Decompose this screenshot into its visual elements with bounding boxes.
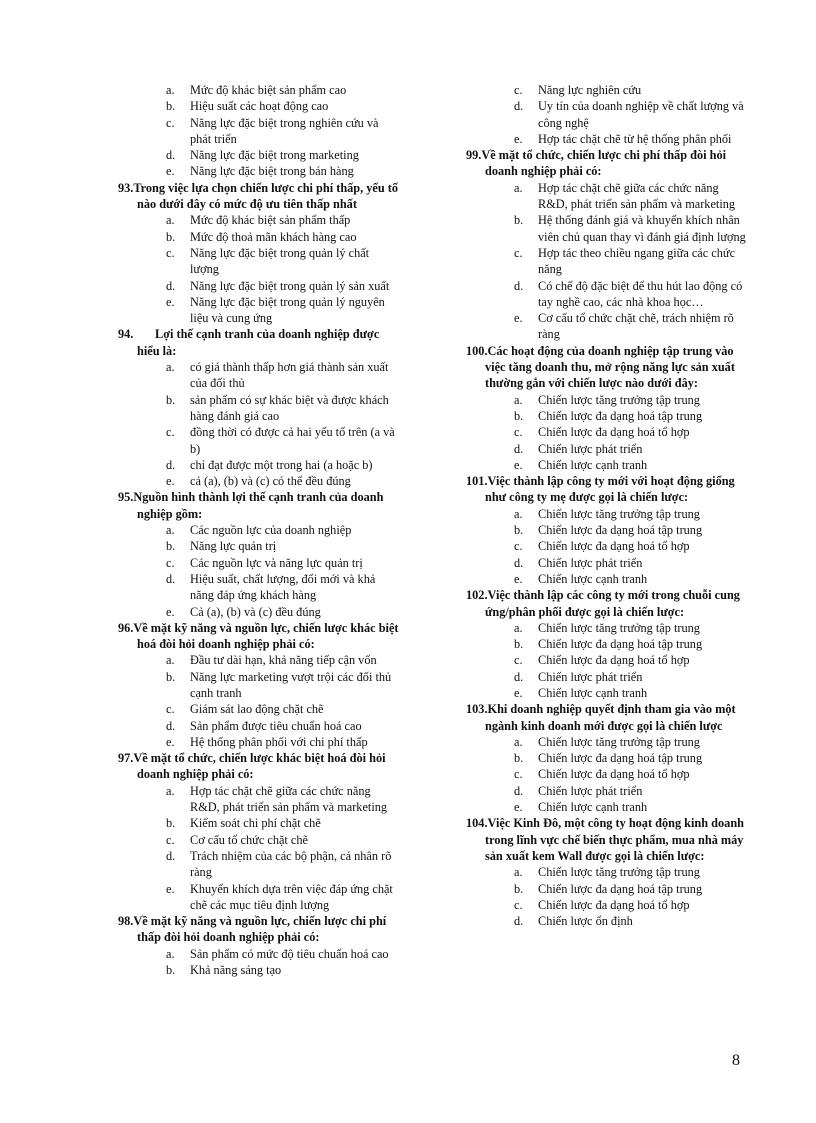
answer-option — [466, 620, 748, 636]
option-letter: d. — [166, 571, 176, 586]
option-letter: c. — [166, 702, 175, 717]
answer-option — [466, 310, 748, 343]
option-letter: a. — [514, 620, 523, 635]
option-text: Chiến lược đa dạng hoá tổ hợp — [538, 425, 690, 440]
question-text — [118, 326, 400, 359]
question-body: Việc thành lập công ty mới với hoạt động giống như công ty mẹ được gọi là chiến lược: — [485, 474, 735, 505]
option-letter: e. — [166, 474, 175, 489]
option-letter: e. — [166, 164, 175, 179]
option-letter: b. — [514, 523, 524, 538]
option-text: Trách nhiệm của các bộ phận, cá nhân rõ ràng — [190, 848, 392, 880]
answer-option — [466, 245, 748, 278]
answer-option — [466, 734, 748, 750]
option-letter: d. — [514, 783, 524, 798]
answer-option — [118, 701, 400, 717]
option-letter: d. — [514, 278, 524, 293]
answer-option — [466, 750, 748, 766]
option-text: Chiến lược phát triển — [538, 669, 643, 684]
answer-option — [118, 718, 400, 734]
question-number: 94. — [118, 327, 134, 342]
answer-option — [118, 245, 400, 278]
question-body: Trong việc lựa chọn chiến lược chi phí thấp, yếu tố nào dưới đây có mức độ ưu tiên thấp nhất — [133, 180, 399, 212]
option-text: Hiệu suất, chất lượng, đổi mới và khả năng đáp ứng khách hàng — [190, 571, 376, 603]
option-text: Kiểm soát chi phí chặt chẽ — [190, 816, 321, 831]
option-text: Cơ cấu tổ chức chặt chẽ, trách nhiệm rõ ràng — [538, 311, 734, 342]
answer-option — [466, 864, 748, 880]
option-text: Hợp tác chặt chẽ từ hệ thống phân phối — [538, 131, 732, 146]
option-text: Chiến lược đa dạng hoá tập trung — [538, 408, 703, 423]
option-text: Chiến lược cạnh tranh — [538, 457, 648, 472]
option-letter: c. — [514, 653, 523, 668]
answer-option — [466, 652, 748, 668]
answer-option — [466, 897, 748, 913]
option-letter: d. — [166, 718, 176, 733]
answer-option — [118, 163, 400, 179]
option-text: Mức độ khác biệt sản phẩm cao — [190, 83, 347, 97]
option-text: Cả (a), (b) và (c) đều đúng — [190, 604, 321, 619]
answer-option — [466, 441, 748, 457]
option-text: Năng lực đặc biệt trong quản lý sản xuất — [190, 278, 390, 293]
option-text: Giám sát lao động chặt chẽ — [190, 702, 324, 717]
answer-option — [118, 783, 400, 816]
option-letter: d. — [166, 278, 176, 293]
page-number: 8 — [732, 1052, 740, 1069]
question-number: 103. — [466, 702, 488, 717]
question-text — [466, 473, 748, 506]
option-text: Chiến lược tăng trưởng tập trung — [538, 620, 700, 635]
option-letter: d. — [514, 669, 524, 684]
option-letter: a. — [166, 213, 175, 228]
option-text: Năng lực đặc biệt trong quản lý nguyên liệu và cung ứng — [190, 294, 385, 326]
option-letter: a. — [166, 360, 175, 375]
option-text: cả (a), (b) và (c) có thể đều đúng — [190, 474, 351, 489]
question-number: 97. — [118, 751, 134, 766]
option-text: Chiến lược ổn định — [538, 914, 633, 929]
option-letter: a. — [166, 523, 175, 538]
option-text: Chiến lược phát triển — [538, 441, 643, 456]
answer-option — [466, 913, 748, 929]
question-text — [118, 750, 400, 783]
option-letter: c. — [514, 83, 523, 97]
question-body: Nguồn hình thành lợi thế cạnh tranh của doanh nghiệp gồm: — [133, 490, 384, 521]
option-letter: e. — [166, 604, 175, 619]
answer-option — [466, 392, 748, 408]
option-letter: d. — [166, 457, 176, 472]
answer-option — [118, 294, 400, 327]
option-letter: a. — [514, 392, 523, 407]
option-text: Chiến lược đa dạng hoá tập trung — [538, 751, 703, 766]
option-text: Khuyến khích dựa trên việc đáp ứng chặt chẽ các mục tiêu định lượng — [190, 881, 393, 912]
answer-option — [466, 881, 748, 897]
answer-option — [466, 278, 748, 311]
option-text: Chiến lược tăng trưởng tập trung — [538, 506, 700, 521]
answer-option — [466, 766, 748, 782]
option-text: Chiến lược đa dạng hoá tập trung — [538, 881, 703, 896]
question-number: 95. — [118, 490, 134, 505]
question-number: 104. — [466, 816, 488, 831]
answer-option — [118, 571, 400, 604]
option-text: Chiến lược cạnh tranh — [538, 571, 648, 586]
option-letter: c. — [166, 425, 175, 440]
option-text: Chiến lược đa dạng hoá tổ hợp — [538, 767, 690, 782]
option-text: Năng lực đặc biệt trong marketing — [190, 148, 359, 163]
option-letter: c. — [514, 897, 523, 912]
option-letter: b. — [166, 669, 176, 684]
answer-option — [466, 538, 748, 554]
answer-option — [466, 180, 748, 213]
option-text: Mức độ thoả mãn khách hàng cao — [190, 229, 357, 244]
question-body: Lợi thế cạnh tranh của doanh nghiệp được hiểu là: — [137, 327, 380, 358]
option-text: Hợp tác chặt chẽ giữa các chức năng R&D, phát triển sản phẩm và marketing — [538, 180, 736, 212]
question-text — [118, 620, 400, 653]
option-text: Chiến lược phát triển — [538, 783, 643, 798]
option-letter: a. — [166, 783, 175, 798]
question-text — [118, 913, 400, 946]
answer-option — [466, 571, 748, 587]
answer-option — [118, 604, 400, 620]
option-text: Chiến lược tăng trưởng tập trung — [538, 392, 700, 407]
option-letter: b. — [166, 963, 176, 978]
option-letter: b. — [514, 637, 524, 652]
answer-option — [466, 669, 748, 685]
question-text — [118, 489, 400, 522]
option-text: Chiến lược cạnh tranh — [538, 685, 648, 700]
option-text: Sản phẩm có mức độ tiêu chuẩn hoá cao — [190, 946, 389, 961]
answer-option — [466, 799, 748, 815]
answer-option — [466, 408, 748, 424]
question-text — [466, 815, 748, 864]
question-text — [466, 343, 748, 392]
answer-option — [466, 131, 748, 147]
answer-option — [118, 652, 400, 668]
answer-option — [466, 457, 748, 473]
question-number: 102. — [466, 588, 488, 603]
answer-option — [118, 212, 400, 228]
answer-option — [466, 424, 748, 440]
answer-option — [118, 473, 400, 489]
option-text: Năng lực nghiên cứu — [538, 83, 642, 97]
answer-option — [118, 669, 400, 702]
option-letter: b. — [166, 539, 176, 554]
option-letter: e. — [514, 571, 523, 586]
option-text: Uy tín của doanh nghiệp về chất lượng và công nghệ — [538, 99, 744, 130]
option-letter: d. — [514, 441, 524, 456]
question-number: 99. — [466, 148, 482, 163]
option-letter: b. — [514, 751, 524, 766]
option-letter: b. — [514, 213, 524, 228]
option-letter: d. — [514, 555, 524, 570]
answer-option — [118, 734, 400, 750]
left-column — [118, 82, 400, 978]
option-letter: e. — [514, 311, 523, 326]
option-letter: d. — [166, 148, 176, 163]
option-letter: e. — [166, 881, 175, 896]
answer-option — [118, 359, 400, 392]
question-body: Việc thành lập các công ty mới trong chuỗi cung ứng/phân phối được gọi là chiến lược: — [485, 588, 740, 619]
option-letter: e. — [514, 685, 523, 700]
option-text: Chiến lược đa dạng hoá tập trung — [538, 523, 703, 538]
answer-option — [466, 98, 748, 131]
question-number: 96. — [118, 620, 134, 635]
question-body: Các hoạt động của doanh nghiệp tập trung vào việc tăng doanh thu, mở rộng năng lực sản xuất thường gắn với chiến lược nào dưới đây: — [485, 343, 735, 391]
question-number: 98. — [118, 914, 134, 929]
answer-option — [118, 115, 400, 148]
option-text: Mức độ khác biệt sản phẩm thấp — [190, 213, 351, 228]
option-letter: d. — [514, 914, 524, 929]
option-text: Chiến lược đa dạng hoá tập trung — [538, 637, 703, 652]
answer-option — [118, 98, 400, 114]
answer-option — [118, 538, 400, 554]
option-letter: a. — [166, 83, 175, 97]
option-text: Các nguồn lực của doanh nghiệp — [190, 523, 352, 538]
option-text: Hệ thống đánh giá và khuyến khích nhân viên chủ quan thay vì đánh giá định lượng — [538, 213, 746, 244]
answer-option — [118, 881, 400, 914]
option-text: Đầu tư dài hạn, khả năng tiếp cận vốn — [190, 653, 377, 668]
answer-option — [118, 522, 400, 538]
option-letter: e. — [514, 131, 523, 146]
option-text: Năng lực đặc biệt trong quản lý chất lượng — [190, 245, 370, 277]
option-letter: c. — [514, 425, 523, 440]
option-text: Sản phẩm được tiêu chuẩn hoá cao — [190, 718, 362, 733]
option-text: Hợp tác chặt chẽ giữa các chức năng R&D, phát triển sản phẩm và marketing — [190, 783, 388, 815]
question-body: Về mặt tổ chức, chiến lược khác biệt hoá đòi hỏi doanh nghiệp phải có: — [133, 751, 386, 782]
option-text: Chiến lược phát triển — [538, 555, 643, 570]
answer-option — [118, 457, 400, 473]
option-text: Chiến lược cạnh tranh — [538, 800, 648, 815]
option-text: Năng lực quản trị — [190, 539, 277, 554]
question-text — [118, 180, 400, 213]
answer-option — [118, 848, 400, 881]
option-letter: b. — [166, 392, 176, 407]
option-text: Năng lực marketing vượt trội các đối thủ cạnh tranh — [190, 669, 392, 700]
answer-option — [466, 555, 748, 571]
option-text: Năng lực đặc biệt trong nghiên cứu và phát triển — [190, 115, 379, 146]
option-text: Năng lực đặc biệt trong bán hàng — [190, 164, 354, 179]
answer-option — [118, 147, 400, 163]
option-text: Hiệu suất các hoạt động cao — [190, 99, 329, 114]
option-text: Cơ cấu tổ chức chặt chẽ — [190, 832, 308, 847]
option-text: Khả năng sáng tạo — [190, 963, 282, 978]
option-text: đồng thời có được cả hai yếu tố trên (a và b) — [190, 425, 395, 456]
answer-option — [466, 506, 748, 522]
answer-option — [466, 522, 748, 538]
option-letter: a. — [166, 653, 175, 668]
option-text: Hợp tác theo chiều ngang giữa các chức năng — [538, 245, 736, 277]
option-text: Chiến lược đa dạng hoá tổ hợp — [538, 897, 690, 912]
answer-option — [118, 962, 400, 978]
option-letter: a. — [514, 865, 523, 880]
option-letter: c. — [166, 115, 175, 130]
answer-option — [118, 392, 400, 425]
answer-option — [466, 783, 748, 799]
option-text: Có chế độ đặc biệt để thu hút lao động có tay nghề cao, các nhà khoa học… — [538, 278, 743, 309]
option-letter: b. — [514, 881, 524, 896]
option-text: Chiến lược tăng trưởng tập trung — [538, 865, 700, 880]
option-letter: e. — [514, 800, 523, 815]
answer-option — [118, 946, 400, 962]
option-letter: b. — [166, 816, 176, 831]
question-number: 100. — [466, 343, 488, 358]
answer-option — [466, 636, 748, 652]
option-letter: e. — [166, 734, 175, 749]
answer-option — [466, 82, 748, 98]
option-letter: b. — [166, 99, 176, 114]
option-text: Chiến lược tăng trưởng tập trung — [538, 734, 700, 749]
question-number: 101. — [466, 474, 488, 489]
question-number: 93. — [118, 180, 134, 195]
answer-option — [118, 229, 400, 245]
right-column — [466, 82, 748, 929]
option-letter: e. — [514, 457, 523, 472]
answer-option — [118, 424, 400, 457]
option-letter: a. — [514, 180, 523, 195]
question-body: Việc Kinh Đô, một công ty hoạt động kinh doanh trong lĩnh vực chế biến thực phẩm, mua nhà máy sản xuất kem Wall được gọi là chiến lược: — [485, 816, 744, 863]
question-text — [466, 147, 748, 180]
option-letter: a. — [166, 946, 175, 961]
question-text — [466, 701, 748, 734]
option-letter: b. — [514, 408, 524, 423]
option-text: Chiến lược đa dạng hoá tổ hợp — [538, 539, 690, 554]
answer-option — [118, 278, 400, 294]
option-letter: d. — [514, 99, 524, 114]
option-text: sản phẩm có sự khác biệt và được khách hàng đánh giá cao — [190, 392, 389, 423]
option-letter: a. — [514, 506, 523, 521]
question-text — [466, 587, 748, 620]
option-letter: a. — [514, 734, 523, 749]
option-letter: c. — [514, 245, 523, 260]
answer-option — [118, 555, 400, 571]
answer-option — [466, 685, 748, 701]
option-text: chỉ đạt được một trong hai (a hoặc b) — [190, 457, 373, 472]
answer-option — [466, 212, 748, 245]
question-body: Về mặt kỹ năng và nguồn lực, chiến lược chi phí thấp đòi hỏi doanh nghiệp phải có: — [133, 914, 387, 945]
question-body: Khi doanh nghiệp quyết định tham gia vào một ngành kinh doanh mới được gọi là chiến lược — [485, 702, 736, 733]
option-text: Chiến lược đa dạng hoá tổ hợp — [538, 653, 690, 668]
option-letter: c. — [166, 555, 175, 570]
option-letter: e. — [166, 294, 175, 309]
option-letter: c. — [166, 245, 175, 260]
answer-option — [118, 832, 400, 848]
option-letter: c. — [166, 832, 175, 847]
option-text: Hệ thống phân phối với chi phí thấp — [190, 734, 368, 749]
option-letter: d. — [166, 848, 176, 863]
question-body: Về mặt tổ chức, chiến lược chi phí thấp đòi hỏi doanh nghiệp phải có: — [481, 148, 727, 179]
option-letter: c. — [514, 539, 523, 554]
answer-option — [118, 82, 400, 98]
option-letter: c. — [514, 767, 523, 782]
option-text: có giá thành thấp hơn giá thành sản xuất của đối thủ — [190, 360, 389, 391]
option-text: Các nguồn lực và năng lực quản trị — [190, 555, 363, 570]
question-body: Về mặt kỹ năng và nguồn lực, chiến lược khác biệt hoá đòi hỏi doanh nghiệp phải có: — [133, 620, 399, 652]
answer-option — [118, 815, 400, 831]
option-letter: b. — [166, 229, 176, 244]
